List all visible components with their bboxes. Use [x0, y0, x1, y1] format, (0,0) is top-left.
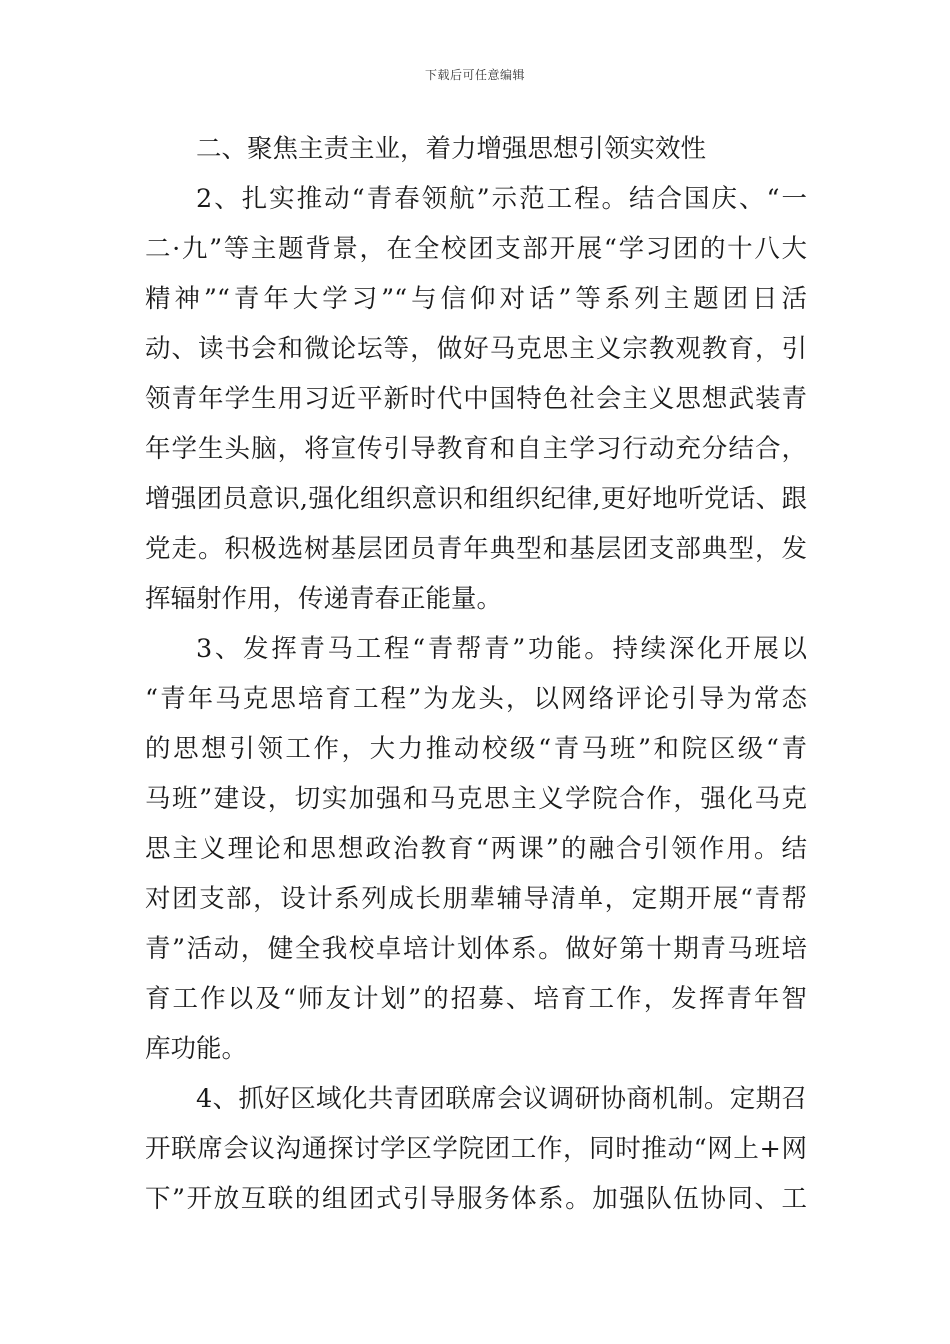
paragraph-line: 对团支部，设计系列成长朋辈辅导清单，定期开展“青帮 — [145, 884, 807, 914]
paragraph-line: 党走。积极选树基层团员青年典型和基层团支部典型，发 — [145, 534, 807, 564]
paragraph-line: 挥辐射作用，传递青春正能量。 — [145, 584, 503, 614]
paragraph-line: 库功能。 — [145, 1034, 248, 1064]
paragraph-line: 精神”“青年大学习”“与信仰对话”等系列主题团日活 — [145, 284, 807, 314]
paragraph-line: 增强团员意识,强化组织意识和组织纪律,更好地听党话、跟 — [145, 484, 807, 514]
section-heading: 二、聚焦主责主业，着力增强思想引领实效性 — [196, 134, 707, 164]
paragraph-line: 二·九”等主题背景，在全校团支部开展“学习团的十八大 — [145, 234, 807, 264]
paragraph-line: 开联席会议沟通探讨学区学院团工作，同时推动“网上+网 — [145, 1134, 807, 1164]
paragraph-line: 育工作以及“师友计划”的招募、培育工作，发挥青年智 — [145, 984, 807, 1014]
paragraph-line: 2、扎实推动“青春领航”示范工程。结合国庆、“一 — [196, 184, 807, 214]
paragraph-line: 青”活动，健全我校卓培计划体系。做好第十期青马班培 — [145, 934, 807, 964]
paragraph-line: 领青年学生用习近平新时代中国特色社会主义思想武装青 — [145, 384, 807, 414]
paragraph-line: 3、发挥青马工程“青帮青”功能。持续深化开展以 — [196, 634, 807, 664]
paragraph-line: 动、读书会和微论坛等，做好马克思主义宗教观教育，引 — [145, 334, 807, 364]
paragraph-line: “青年马克思培育工程”为龙头，以网络评论引导为常态 — [145, 684, 807, 714]
paragraph-line: 的思想引领工作，大力推动校级“青马班”和院区级“青 — [145, 734, 807, 764]
paragraph-line: 马班”建设，切实加强和马克思主义学院合作，强化马克 — [145, 784, 807, 814]
paragraph-line: 4、抓好区域化共青团联席会议调研协商机制。定期召 — [196, 1084, 807, 1114]
paragraph-line: 思主义理论和思想政治教育“两课”的融合引领作用。结 — [145, 834, 807, 864]
page-header-note: 下载后可任意编辑 — [424, 68, 525, 82]
paragraph-line: 年学生头脑，将宣传引导教育和自主学习行动充分结合， — [145, 434, 807, 464]
document-body — [145, 124, 807, 1224]
paragraph-line: 下”开放互联的组团式引导服务体系。加强队伍协同、工 — [145, 1184, 807, 1214]
